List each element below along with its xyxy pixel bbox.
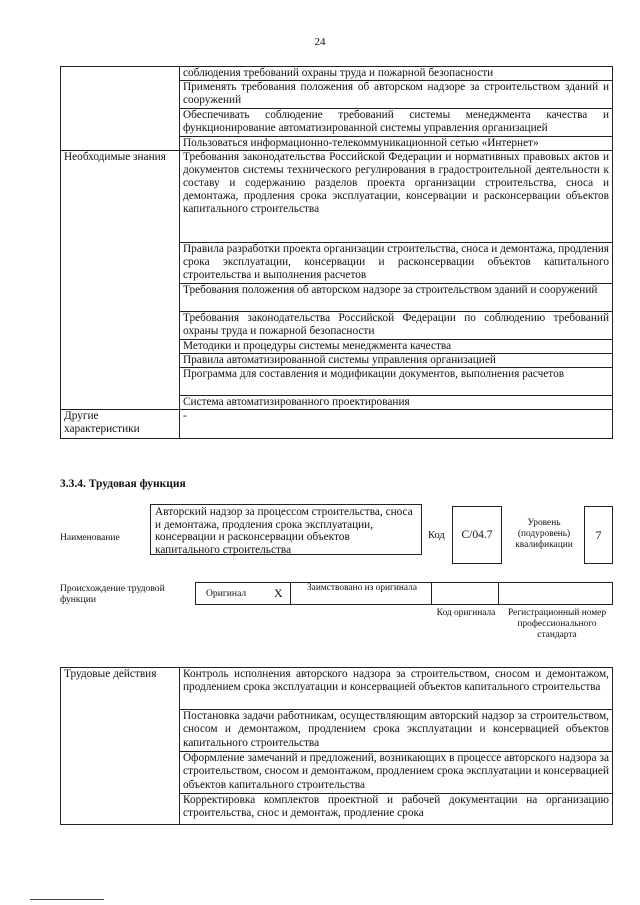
code-caption: Код оригинала (436, 608, 496, 618)
name-label: Наименование (60, 532, 120, 543)
knowledge-item: Методики и процедуры системы менеджмента качества (180, 340, 613, 354)
other-value: - (180, 410, 613, 439)
skill-item: Пользоваться информационно-телекоммуникационной сетью «Интернет» (180, 137, 613, 151)
borrowed-cell (290, 582, 432, 605)
action-item: Контроль исполнения авторского надзора за строительством, сносом и демонтажом, продлением срока эксплуатации и консервацией объектов капитального строительства (180, 668, 613, 710)
code-label: Код (428, 530, 445, 541)
skills-knowledge-table (60, 66, 613, 439)
knowledge-item: Программа для составления и модификации документов, выполнения расчетов (180, 368, 613, 396)
skill-item: Обеспечивать соблюдение требований системы менеджмента качества и функционирование автоматизированной системы управления организацией (180, 109, 613, 137)
knowledge-label: Необходимые знания (61, 151, 180, 410)
action-item: Оформление замечаний и предложений, возникающих в процессе авторского надзора за строительством, сносом и демонтажом, продлением срока эксплуатации и консервацией объектов капитального строительства (180, 752, 613, 794)
level-value: 7 (584, 506, 613, 564)
footer-rule (30, 899, 104, 900)
knowledge-item: Правила автоматизированной системы управления организацией (180, 354, 613, 368)
reg-caption: Регистрационный номер профессионального стандарта (507, 608, 607, 640)
actions-table (60, 667, 613, 825)
code-value: C/04.7 (452, 506, 502, 564)
reg-number-cell (498, 582, 613, 605)
original-cell (195, 582, 291, 605)
skill-item: соблюдения требований охраны труда и пожарной безопасности (180, 67, 613, 81)
action-item: Постановка задачи работникам, осуществляющим авторский надзор за строительством, сносом и демонтажом, продлением срока эксплуатации и консервацией объектов капитального строительства (180, 710, 613, 752)
page-number: 24 (314, 36, 326, 48)
knowledge-item: Требования законодательства Российской Федерации и нормативных правовых актов и документов системы технического регулирования в градостроительной деятельности к составу и содержанию разделов проекта организации строительства, сноса и демонтажа, продления срока эксплуатации, консервации и расконсервации объектов капитального строительства (180, 151, 613, 243)
other-label: Другие характеристики (61, 410, 180, 439)
section-title: 3.3.4. Трудовая функция (60, 478, 186, 490)
origin-label: Происхождение трудовой функции (60, 583, 165, 605)
action-item: Корректировка комплектов проектной и рабочей документации на организацию строительства, снос и демонтаж, продление срока (180, 794, 613, 825)
knowledge-item: Правила разработки проекта организации строительства, сноса и демонтажа, продления срока эксплуатации, консервации и расконсервации объектов капитального строительства и выполнения расчетов (180, 243, 613, 284)
knowledge-item: Требования положения об авторском надзоре за строительством зданий и сооружений (180, 284, 613, 312)
level-label: Уровень (подуровень) квалификации (515, 518, 573, 550)
skills-label-cell (61, 67, 180, 151)
actions-label: Трудовые действия (61, 668, 180, 825)
borrowed-label: Заимствовано из оригинала (306, 583, 418, 593)
skill-item: Применять требования положения об авторском надзоре за строительством зданий и сооружений (180, 81, 613, 109)
original-mark: X (274, 586, 283, 600)
function-name: Авторский надзор за процессом строительства, сноса и демонтажа, продления срока эксплуатации, консервации и расконсервации объектов капитального строительства (150, 504, 422, 555)
code-original-cell (431, 582, 499, 605)
knowledge-item: Система автоматизированного проектирования (180, 396, 613, 410)
knowledge-item: Требования законодательства Российской Федерации по соблюдению требований охраны труда и пожарной безопасности (180, 312, 613, 340)
original-label: Оригинал (206, 588, 247, 599)
